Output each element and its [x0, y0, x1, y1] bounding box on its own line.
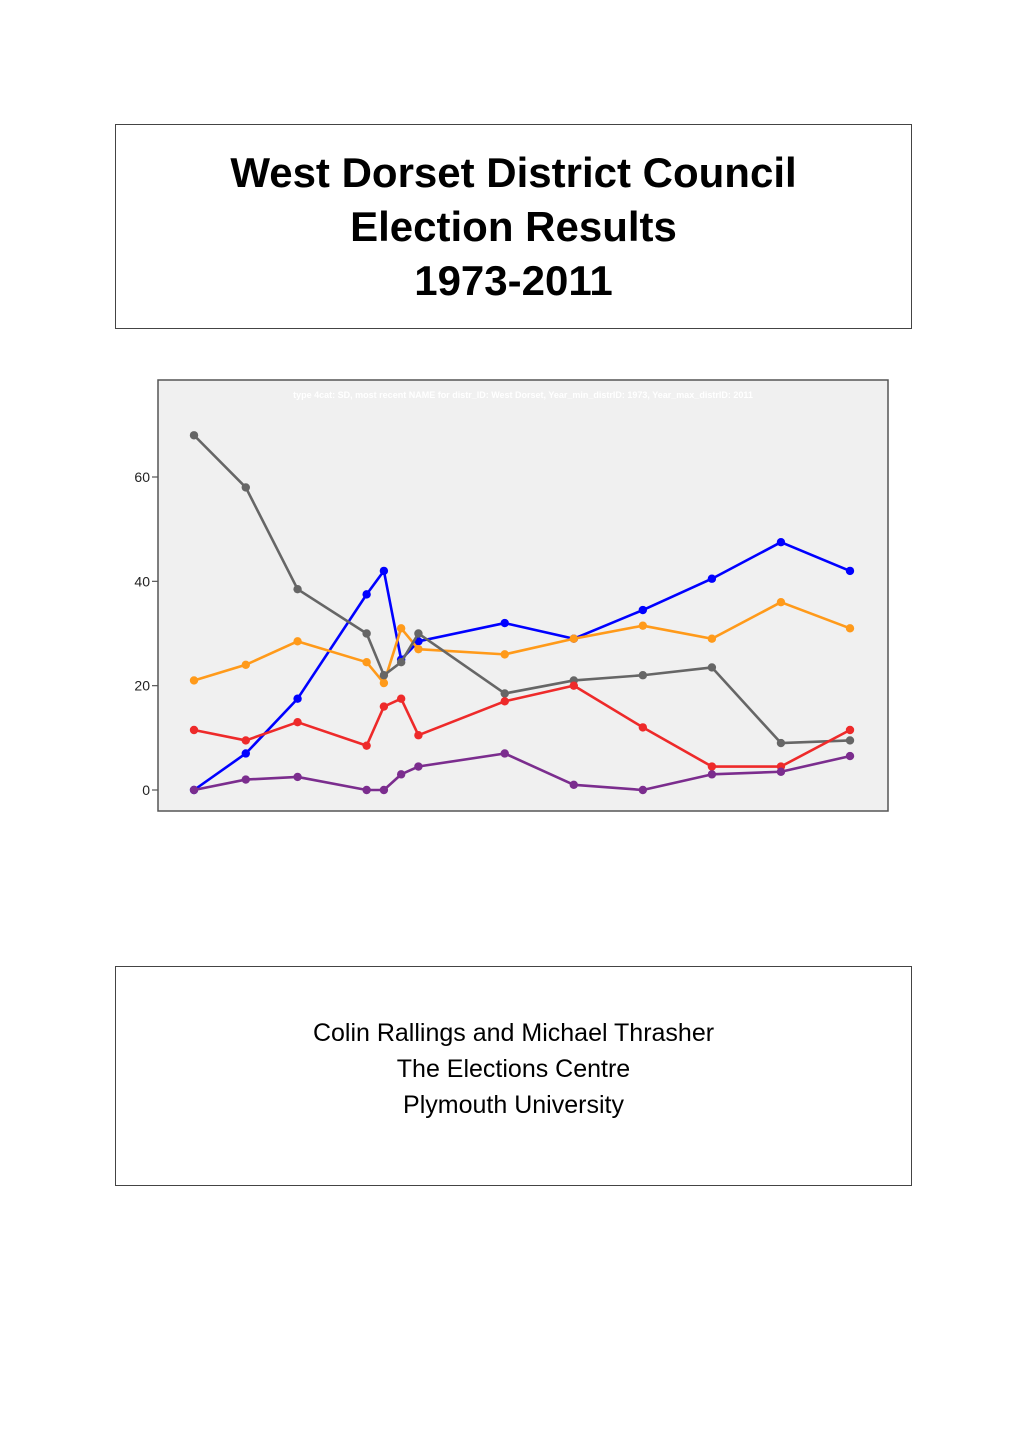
series-point-1	[708, 575, 716, 583]
series-point-4	[397, 695, 405, 703]
series-point-3	[293, 585, 301, 593]
series-point-2	[380, 679, 388, 687]
series-point-5	[846, 752, 854, 760]
y-tick-label: 0	[142, 782, 150, 798]
series-point-3	[501, 689, 509, 697]
series-point-2	[501, 650, 509, 658]
series-point-4	[846, 726, 854, 734]
y-tick-label: 40	[134, 573, 150, 590]
series-point-5	[639, 786, 647, 794]
series-point-2	[362, 658, 370, 666]
series-point-2	[846, 624, 854, 632]
series-point-1	[846, 567, 854, 575]
series-point-4	[414, 731, 422, 739]
series-point-3	[380, 671, 388, 679]
series-point-2	[242, 661, 250, 669]
series-point-5	[380, 786, 388, 794]
series-point-1	[293, 695, 301, 703]
series-point-1	[501, 619, 509, 627]
series-point-5	[190, 786, 198, 794]
series-point-1	[777, 538, 785, 546]
university-name: Plymouth University	[403, 1091, 624, 1119]
title-box	[115, 124, 912, 329]
series-point-4	[362, 741, 370, 749]
series-point-4	[190, 726, 198, 734]
series-point-1	[362, 590, 370, 598]
y-tick-label: 20	[134, 677, 150, 694]
title-line-2: Election Results	[350, 202, 677, 250]
series-point-5	[708, 770, 716, 778]
series-point-4	[639, 723, 647, 731]
credits-box	[115, 966, 912, 1186]
series-point-4	[242, 736, 250, 744]
series-point-3	[708, 663, 716, 671]
series-point-2	[397, 624, 405, 632]
series-point-3	[639, 671, 647, 679]
series-point-2	[708, 635, 716, 643]
series-point-4	[708, 762, 716, 770]
title-line-1: West Dorset District Council	[230, 148, 797, 196]
series-point-5	[777, 768, 785, 776]
chart-title: type 4cat: SD, most recent NAME for distr_ID: West Dorset, Year_min_distrID: 1973, Year_max_distrID: 2011	[293, 390, 753, 400]
series-point-3	[846, 736, 854, 744]
series-point-3	[190, 431, 198, 439]
series-point-1	[639, 606, 647, 614]
series-point-4	[501, 697, 509, 705]
series-point-5	[501, 749, 509, 757]
centre-name: The Elections Centre	[396, 1055, 631, 1083]
series-point-4	[293, 718, 301, 726]
series-point-5	[397, 770, 405, 778]
series-point-2	[190, 676, 198, 684]
series-point-2	[639, 621, 647, 629]
series-point-2	[570, 635, 578, 643]
series-point-2	[293, 637, 301, 645]
series-point-3	[777, 739, 785, 747]
authors: Colin Rallings and Michael Thrasher	[312, 1019, 715, 1047]
y-tick-label: 60	[134, 469, 150, 485]
series-point-2	[777, 598, 785, 606]
series-point-3	[397, 658, 405, 666]
series-point-5	[414, 762, 422, 770]
series-point-4	[380, 702, 388, 710]
series-point-2	[414, 645, 422, 653]
series-point-4	[570, 681, 578, 689]
chart-svg	[130, 372, 900, 822]
series-point-5	[362, 786, 370, 794]
series-point-5	[242, 775, 250, 783]
results-chart	[130, 372, 900, 822]
series-point-3	[414, 629, 422, 637]
series-point-5	[293, 773, 301, 781]
series-point-1	[380, 567, 388, 575]
title-line-3: 1973-2011	[414, 256, 613, 304]
series-point-5	[570, 781, 578, 789]
series-point-1	[242, 749, 250, 757]
series-point-3	[362, 629, 370, 637]
series-point-3	[242, 483, 250, 491]
